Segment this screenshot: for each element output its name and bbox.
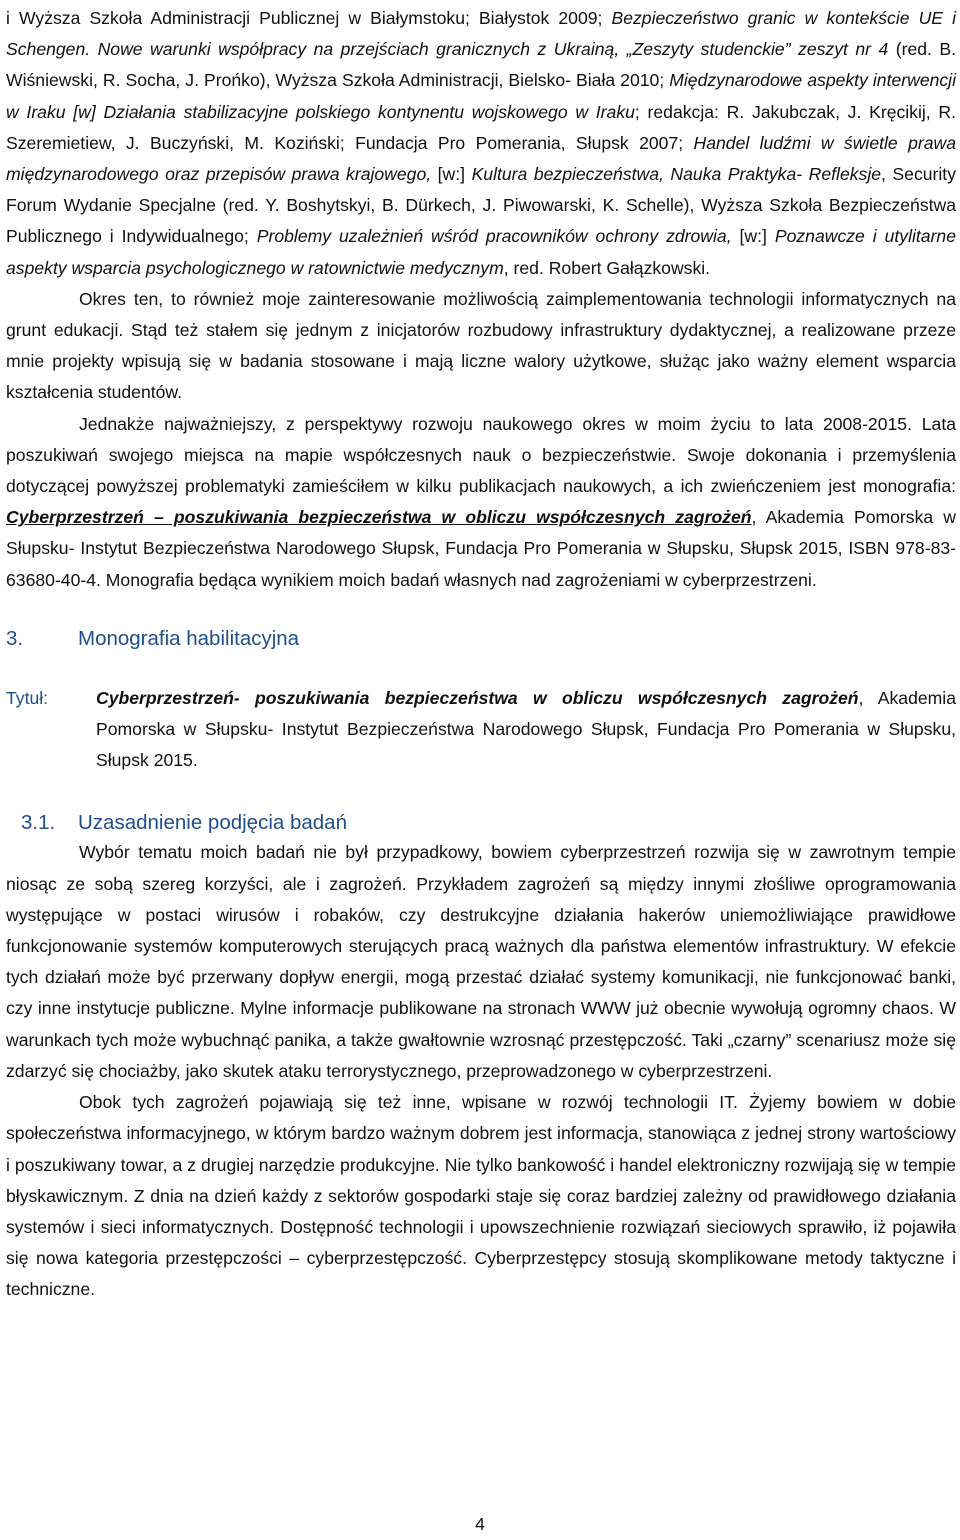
section-number: 3. <box>6 626 24 650</box>
citation-text: i Wyższa Szkoła Administracji Publicznej w Białymstoku; Białystok 2009; <box>6 8 612 28</box>
paragraph-text: , Akademia Pomorska w Słupsku- Instytut Bezpieczeństwa Narodowego Słupsk, Fundacja Pro Pomerania w Słupsku, Słupsk 2015, ISBN 978-83-63680-40-4. Monografia będąca wynikiem moich badań własnych nad zagrożeniami w cyberprzestrzeni. <box>6 507 956 590</box>
title-label: Tytuł: <box>6 687 49 708</box>
section-heading <box>6 625 956 653</box>
subsection-heading <box>6 809 956 837</box>
subsection-title: Uzasadnienie podjęcia badań <box>78 811 347 835</box>
work-details: , Akademia Pomorska w Słupsku- Instytut Bezpieczeństwa Narodowego Słupsk, Fundacja Pro Pomerania w Słupsku, Słupsk 2015. <box>96 687 956 771</box>
citation-text: , Security Forum Wydanie Specjalne (red. Y. Boshytskyi, B. Dürkech, J. Piwowarski, K. Schelle), Wyższa Szkoła Bezpieczeństwa Publicznego i Indywidualnego; <box>6 164 956 247</box>
citation-text: ; redakcja: R. Jakubczak, J. Kręcikij, R. Szeremietiew, J. Buczyński, M. Koziński; Fundacja Pro Pomerania, Słupsk 2007; <box>6 101 957 153</box>
paragraph-text: Jednakże najważniejszy, z perspektywy rozwoju naukowego okres w moim życiu to lata 2008-2015. Lata poszukiwań swojego miejsca na mapie współczesnych nauk o bezpieczeństwie. Swoje dokonania i przemyślenia dotyczącej powyższej problematyki zamieściłem w kilku publikacjach naukowych, a ich zwieńczeniem jest monografia: <box>6 413 956 497</box>
section-title: Monografia habilitacyjna <box>78 626 300 650</box>
title-entry <box>6 683 956 777</box>
citation-title: Międzynarodowe aspekty interwencji w Iraku [w] Działania stabilizacyjne polskiego kontynentu wojskowego w Iraku <box>6 70 957 122</box>
body-paragraph: Obok tych zagrożeń pojawiają się też inne, wpisane w rozwój technologii IT. Żyjemy bowiem w dobie społeczeństwa informacyjnego, w którym bardzo ważnym dobrem jest informacja, stanowiąca z jednej strony wartościowy i poszukiwany towar, a z drugiej narzędzie produkcyjne. Nie tylko bankowość i handel elektroniczny rozwijają się w tempie błyskawicznym. Z dnia na dzień każdy z sektorów gospodarki staje się coraz bardziej zależny od prawidłowego działania systemów i sieci informatycznych. Dostępność technologii i upowszechnienie rozwiązań sieciowych sprawiło, iż pojawiła się nowa kategoria przestępczości – cyberprzestępczość. Cyberprzestępcy stosują skomplikowane metody taktyczne i techniczne. <box>6 1092 956 1300</box>
bibliography-paragraph <box>6 3 956 284</box>
title-value <box>96 683 956 777</box>
body-paragraph: Okres ten, to również moje zainteresowanie możliwością zaimplementowania technologii informatycznych na grunt edukacji. Stąd też stałem się jednym z inicjatorów rozbudowy infrastruktury dydaktycznej, a realizowane przeze mnie projekty wpisują się w badania stosowane i mają liczne walory użytkowe, służąc jako ważny element wsparcia kształcenia studentów. <box>6 288 956 403</box>
citation-text: (red. B. Wiśniewski, R. Socha, J. Prońko), Wyższa Szkoła Administracji, Bielsko- Biała 2010; <box>6 39 956 91</box>
citation-title: Handel ludźmi w świetle prawa międzynarodowego oraz przepisów prawa krajowego, <box>6 132 956 185</box>
citation-text: [w:] <box>431 164 472 185</box>
citation-title: Poznawcze i utylitarne aspekty wsparcia psychologicznego w ratownictwie medycznym <box>6 226 957 278</box>
citation-title: Kultura bezpieczeństwa, Nauka Praktyka- Refleksje <box>471 164 882 185</box>
work-title: Cyberprzestrzeń- poszukiwania bezpieczeństwa w obliczu współczesnych zagrożeń <box>96 687 859 708</box>
citation-title: Problemy uzależnień wśród pracowników ochrony zdrowia, <box>256 226 732 247</box>
subsection-number: 3.1. <box>21 811 56 835</box>
monograph-title: Cyberprzestrzeń – poszukiwania bezpieczeństwa w obliczu współczesnych zagrożeń <box>6 507 752 528</box>
citation-text: [w:] <box>731 226 775 247</box>
citation-text: , red. Robert Gałązkowski. <box>503 257 711 278</box>
body-paragraph <box>6 409 956 596</box>
document-page <box>6 0 956 1306</box>
body-paragraph: Wybór tematu moich badań nie był przypadkowy, bowiem cyberprzestrzeń rozwija się w zawrotnym tempie niosąc ze sobą szereg korzyści, ale i zagrożeń. Przykładem zagrożeń są między innymi złośliwe oprogramowania występujące w postaci wirusów i robaków, czy destrukcyjne działania hakerów uniemożliwiające prawidłowe funkcjonowanie systemów komputerowych sterujących pracą ważnych dla państwa elementów infrastruktury. W efekcie tych działań może być przerwany dopływ energii, mogą przestać działać systemy komunikacji, nie funkcjonować banki, czy inne instytucje publiczne. Mylne informacje publikowane na stronach WWW już obecnie wywołują ogromny chaos. W warunkach tych może wybuchnąć panika, a także gwałtownie wzrosnąć przestępczość. Taki „czarny” scenariusz może się zdarzyć się chociażby, jako skutek ataku terrorystycznego, przeprowadzonego w cyberprzestrzeni. <box>6 842 956 1081</box>
page-number: 4 <box>475 1514 485 1534</box>
citation-title: Bezpieczeństwo granic w kontekście UE i Schengen. Nowe warunki współpracy na przejściach granicznych z Ukrainą, „Zeszyty studenckie” zeszyt nr 4 <box>6 8 956 60</box>
